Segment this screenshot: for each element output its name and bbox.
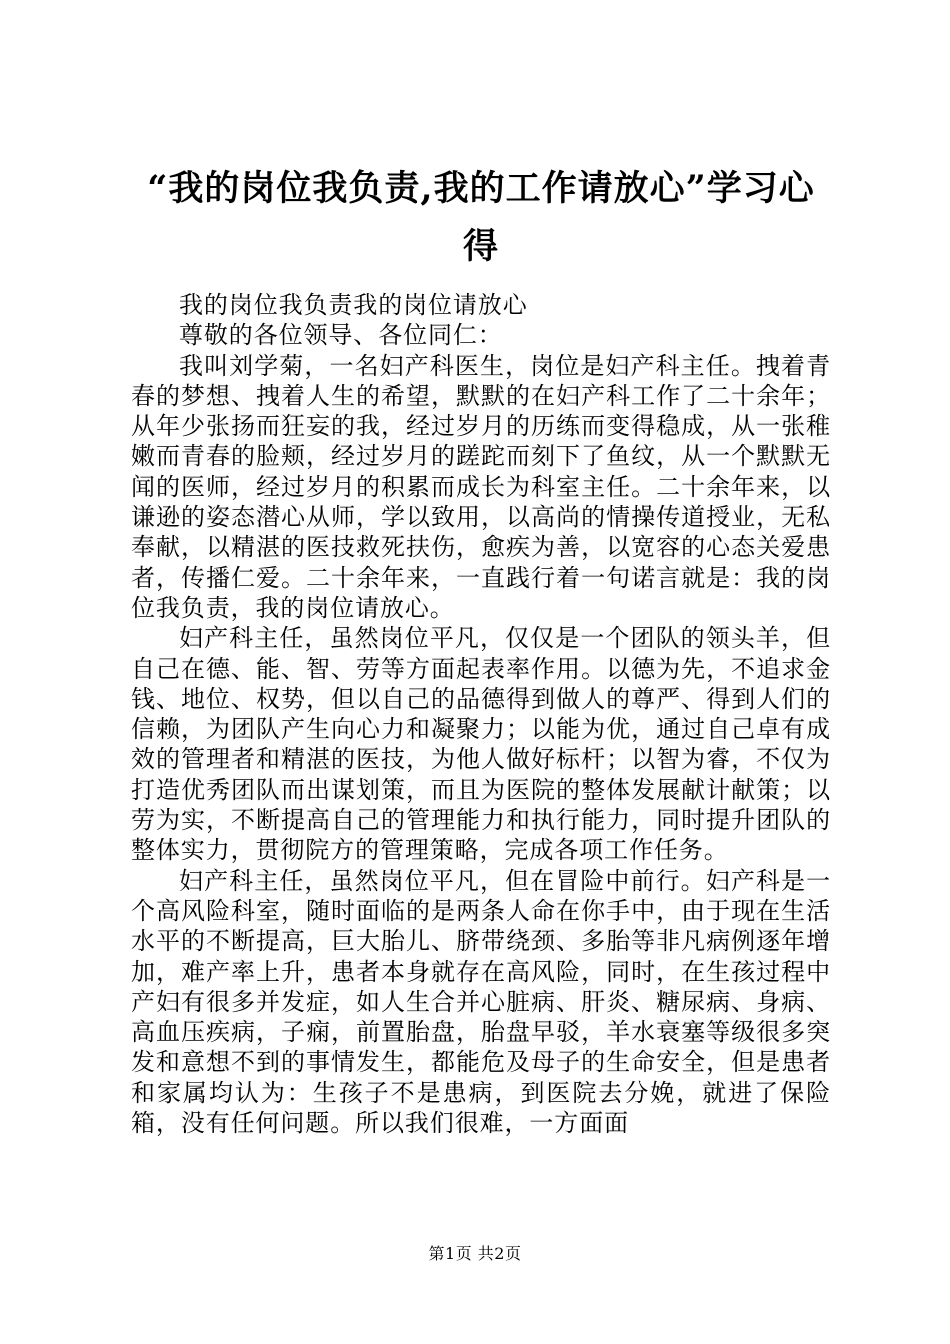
paragraph: 妇产科主任，虽然岗位平凡，仅仅是一个团队的领头羊，但自己在德、能、智、劳等方面起表率作用。以德为先，不追求金钱、地位、权势，但以自己的品德得到做人的尊严、得到人们的信赖，为团队产生向心力和凝聚力；以能为优，通过自己卓有成效的管理者和精湛的医技，为他人做好标杆；以智为睿，不仅为打造优秀团队而出谋划策，而且为医院的整体发展献计献策；以劳为实，不断提高自己的管理能力和执行能力，同时提升团队的整体实力，贯彻院方的管理策略，完成各项工作任务。 bbox=[131, 624, 831, 865]
paragraph-salutation: 尊敬的各位领导、各位同仁： bbox=[179, 321, 503, 350]
paragraph: 妇产科主任，虽然岗位平凡，但在冒险中前行。妇产科是一个高风险科室，随时面临的是两条人命在你手中，由于现在生活水平的不断提高，巨大胎儿、脐带绕颈、多胎等非凡病例逐年增加，难产率上升，患者本身就存在高风险，同时，在生孩过程中产妇有很多并发症，如人生合并心脏病、肝炎、糖尿病、身病、高血压疾病，子痫，前置胎盘，胎盘早驳，羊水衰塞等级很多突发和意想不到的事情发生，都能危及母子的生命安全，但是患者和家属均认为：生孩子不是患病，到医院去分娩，就进了保险箱，没有任何问题。所以我们很难，一方面面 bbox=[131, 866, 831, 1138]
page-footer bbox=[0, 1244, 950, 1264]
page-number: 第1页 共2页 bbox=[428, 1244, 522, 1263]
document-page bbox=[131, 160, 831, 1138]
document-body bbox=[131, 290, 831, 1138]
document-title: “我的岗位我负责,我的工作请放心”学习心得 bbox=[147, 168, 815, 267]
paragraph-subtitle: 我的岗位我负责我的岗位请放心 bbox=[179, 291, 528, 319]
paragraph: 我叫刘学菊，一名妇产科医生，岗位是妇产科主任。拽着青春的梦想、拽着人生的希望，默默的在妇产科工作了二十余年；从年少张扬而狂妄的我，经过岁月的历练而变得稳成，从一张稚嫩而青春的脸颊，经过岁月的蹉跎而刻下了鱼纹，从一个默默无闻的医师，经过岁月的积累而成长为科室主任。二十余年来，以谦逊的姿态潜心从师，学以致用，以高尚的情操传道授业，无私奉献，以精湛的医技救死扶伤，愈疾为善，以宽容的心态关爱患者，传播仁爱。二十余年来，一直践行着一句诺言就是：我的岗位我负责，我的岗位请放心。 bbox=[131, 351, 831, 622]
